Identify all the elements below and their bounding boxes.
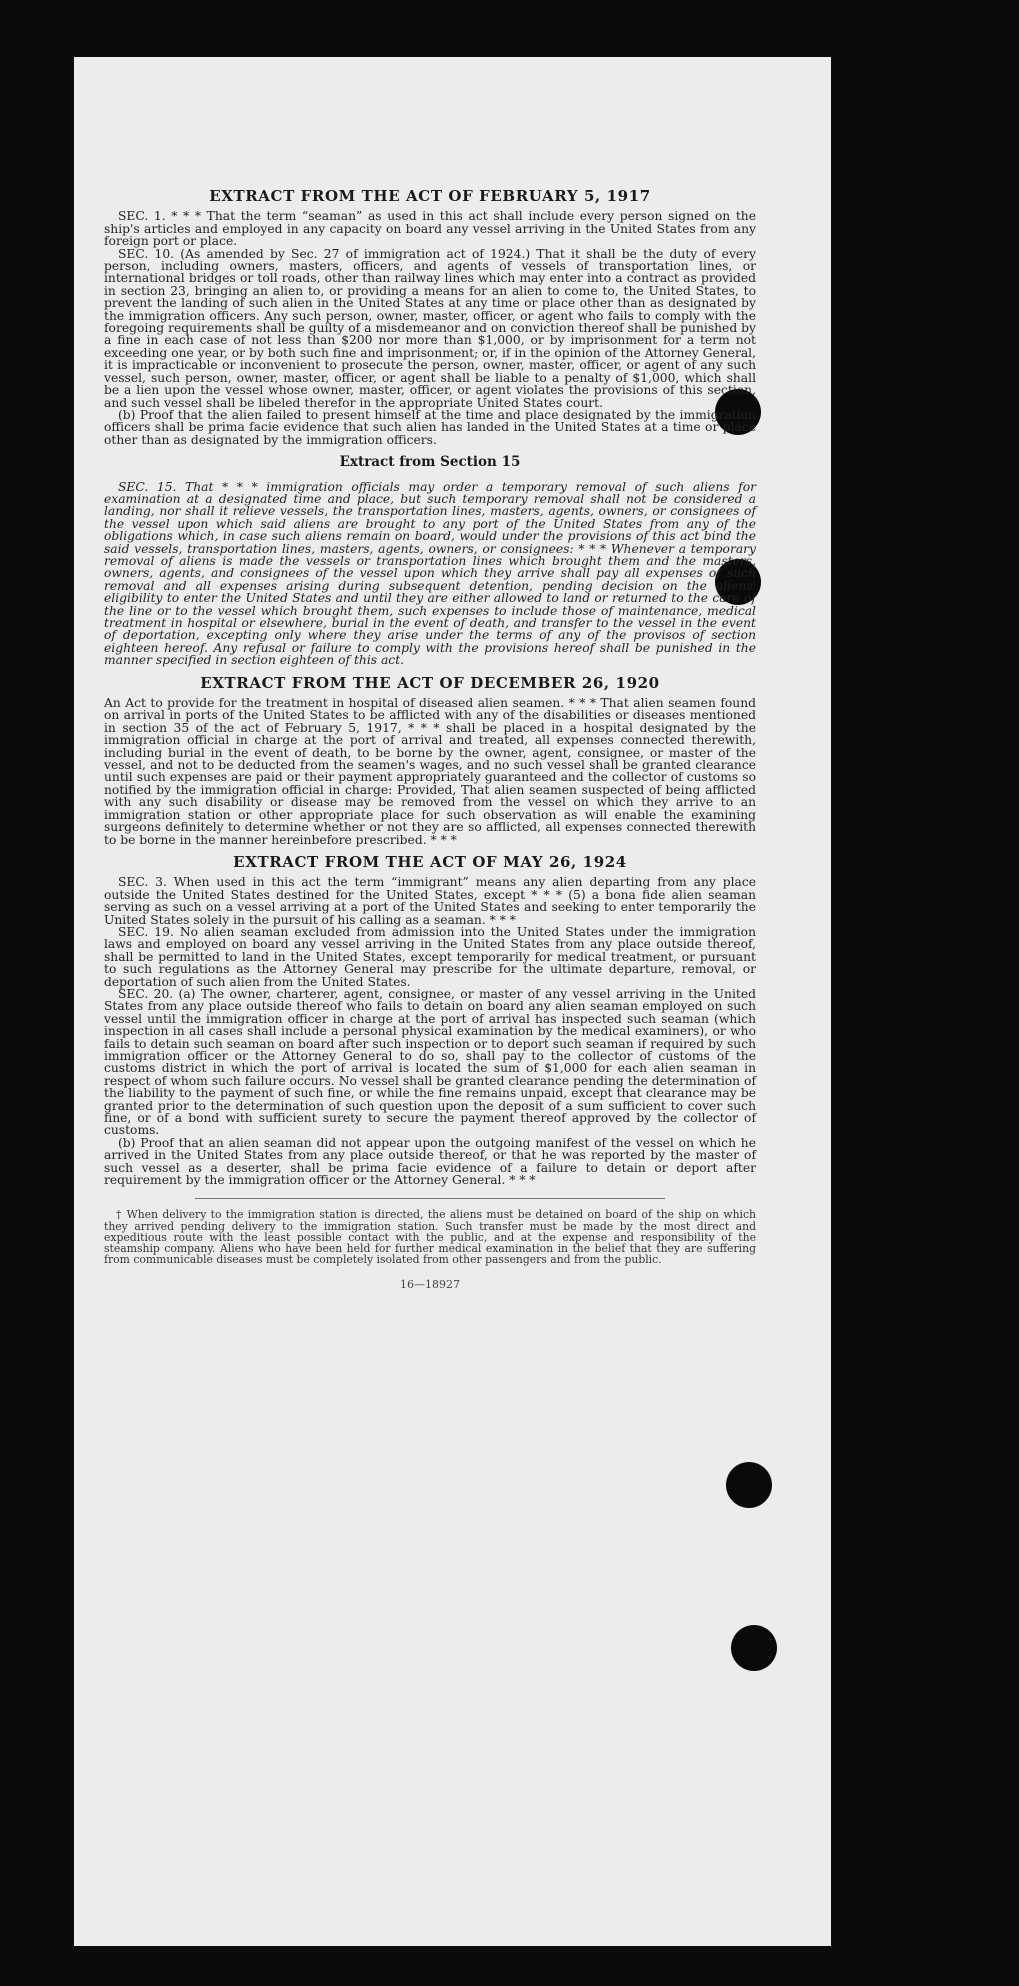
heading-act-1917: EXTRACT FROM THE ACT OF FEBRUARY 5, 1917 bbox=[209, 187, 651, 205]
paragraph-sec-3: SEC. 3. When used in this act the term “immigrant” means any alien departing from any place outside the United States destined for the United States, except * * * (5) a bona fide alien seaman serving as such on a vessel arriving at a port of the United States and seeking to enter temporarily the United States solely in the pursuit of his calling as a seaman. * * * bbox=[104, 875, 756, 927]
heading-act-1924: EXTRACT FROM THE ACT OF MAY 26, 1924 bbox=[233, 852, 627, 871]
punch-hole-4 bbox=[731, 1625, 777, 1671]
paragraph-sec-20-a: SEC. 20. (a) The owner, charterer, agent, consignee, or master of any vessel arriving in the United States from any place outside thereof who fails to detain on board any alien seaman employed on such vessel until the immigration officer in charge at the port of arrival has inspected such seaman (which inspection in all cases shall include a personal physical examination by the medical examiners), or who fails to detain such seaman on board after such inspection or to deport such seaman if required by such immigration officer or the Attorney General to do so, shall pay to the collector of customs of the customs district in which the port of arrival is located the sum of $1,000 for each alien seaman in respect of whom such failure occurs. No vessel shall be granted clearance pending the determination of the liability to the payment of such fine, or while the fine remains unpaid, except that clearance may be granted prior to the determination of such question upon the deposit of a sum sufficient to cover such fine, or of a bond with sufficient surety to secure the payment thereof approved by the collector of customs. bbox=[104, 986, 756, 1138]
footnote-divider bbox=[195, 1198, 665, 1199]
paragraph-act-1920: An Act to provide for the treatment in hospital of diseased alien seamen. * * * That alien seamen found on arrival in ports of the United States to be afflicted with any of the disabilities or diseases mentioned in section 35 of the act of February 5, 1917, * * * shall be placed in a hospital designated by the immigration official in charge at the port of arrival and treated, all expenses connected therewith, including burial in the event of death, to be borne by the owner, agent, consignee, or master of the vessel, and not to be deducted from the seamen's wages, and no such vessel shall be granted clearance until such expenses are paid or their payment appropriately guaranteed and the collector of customs so notified by the immigration official in charge: Provided, That alien seamen suspected of being afflicted with any such disability or disease may be removed from the vessel on which they arrive to an immigration station or other appropriate place for such observation as will enable the examining surgeons definitely to determine whether or not they are so afflicted, all expenses connected therewith to be borne in the manner hereinbefore prescribed. * * * bbox=[104, 696, 756, 847]
subheading-section-15: Extract from Section 15 bbox=[339, 454, 521, 471]
punch-hole-3 bbox=[726, 1462, 772, 1508]
footnote bbox=[104, 1209, 756, 1265]
footnote-text: † When delivery to the immigration station is directed, the aliens must be detained on board of the ship on which they arrived pending delivery to the immigration station. Such transfer must be made by the most direct and expeditious route with the least possible contact with the public, and at the expense and responsibility of the steamship company. Aliens who have been held for further medical examination in the belief that they are suffering from communicable diseases must be completely isolated from other passengers and from the public. bbox=[104, 1208, 756, 1267]
paragraph-sec-10-b: (b) Proof that the alien failed to present himself at the time and place designated by the immigration officers shall be prima facie evidence that such alien has landed in the United States at a time or place other than as designated by the immigration officers. bbox=[104, 407, 756, 447]
paragraph-sec-10: SEC. 10. (As amended by Sec. 27 of immigration act of 1924.) That it shall be the duty of every person, including owners, masters, officers, and agents of vessels of transportation lines, or international bridges or toll roads, other than railway lines which may enter into a contract as provided in section 23, bringing an alien to, or providing a means for an alien to come to, the United States, to prevent the landing of such alien in the United States at any time or place other than as designated by the immigration officers. Any such person, owner, master, officer, or agent who fails to comply with the foregoing requirements shall be guilty of a misdemeanor and on conviction thereof shall be punished by a fine in each case of not less than $200 nor more than $1,000, or by imprisonment for a term not exceeding one year, or by both such fine and imprisonment; or, if in the opinion of the Attorney General, it is impracticable or inconvenient to prosecute the person, owner, master, officer, or agent of any such vessel, such person, owner, master, officer, or agent shall be liable to a penalty of $1,000, which shall be a lien upon the vessel whose owner, master, officer, or agent violates the provisions of this section, and such vessel shall be libeled therefor in the appropriate United States court. bbox=[104, 246, 756, 410]
form-number: 16—18927 bbox=[400, 1278, 460, 1292]
paragraph-sec-1: SEC. 1. * * * That the term “seaman” as used in this act shall include every person signed on the ship's articles and employed in any capacity on board any vessel arriving in the United States from any foreign port or place. bbox=[104, 209, 756, 249]
heading-act-1920: EXTRACT FROM THE ACT OF DECEMBER 26, 1920 bbox=[200, 673, 660, 692]
paragraph-sec-20-b: (b) Proof that an alien seaman did not appear upon the outgoing manifest of the vessel on which he arrived in the United States from any place outside thereof, or that he was reported by the master of such vessel as a deserter, shall be prima facie evidence of a failure to detain or deport after requirement by the immigration officer or the Attorney General. * * * bbox=[104, 1135, 756, 1188]
paragraph-sec-19: SEC. 19. No alien seaman excluded from admission into the United States under the immigration laws and employed on board any vessel arriving in the United States from any place outside thereof, shall be permitted to land in the United States, except temporarily for medical treatment, or pursuant to such regulations as the Attorney General may prescribe for the ultimate departure, removal, or deportation of such alien from the United States. bbox=[104, 924, 756, 989]
paragraph-sec-15: SEC. 15. That * * * immigration officials may order a temporary removal of such aliens for examination at a designated time and place, but such temporary removal shall not be considered a landing, nor shall it relieve vessels, the transportation lines, masters, agents, owners, or consignees of the vessel upon which said aliens are brought to any port of the United States from any of the obligations which, in case such aliens remain on board, would under the provisions of this act bind the said vessels, transportation lines, masters, agents, owners, or consignees: * * * Whenever a temporary removal of aliens is made the vessels or transportation lines which brought them and the masters, owners, agents, and consignees of the vessel upon which they arrive shall pay all expenses of such removal and all expenses arising during subsequent detention, pending decision on the aliens' eligibility to enter the United States and until they are either allowed to land or returned to the care of the line or to the vessel which brought them, such expenses to include those of maintenance, medical treatment in hospital or elsewhere, burial in the event of death, and transfer to the vessel in the event of deportation, excepting only where they arise under the terms of any of the provisos of section eighteen hereof. Any refusal or failure to comply with the provisions hereof shall be punished in the manner specified in section eighteen of this act. bbox=[104, 479, 756, 668]
document-content bbox=[104, 187, 756, 1292]
